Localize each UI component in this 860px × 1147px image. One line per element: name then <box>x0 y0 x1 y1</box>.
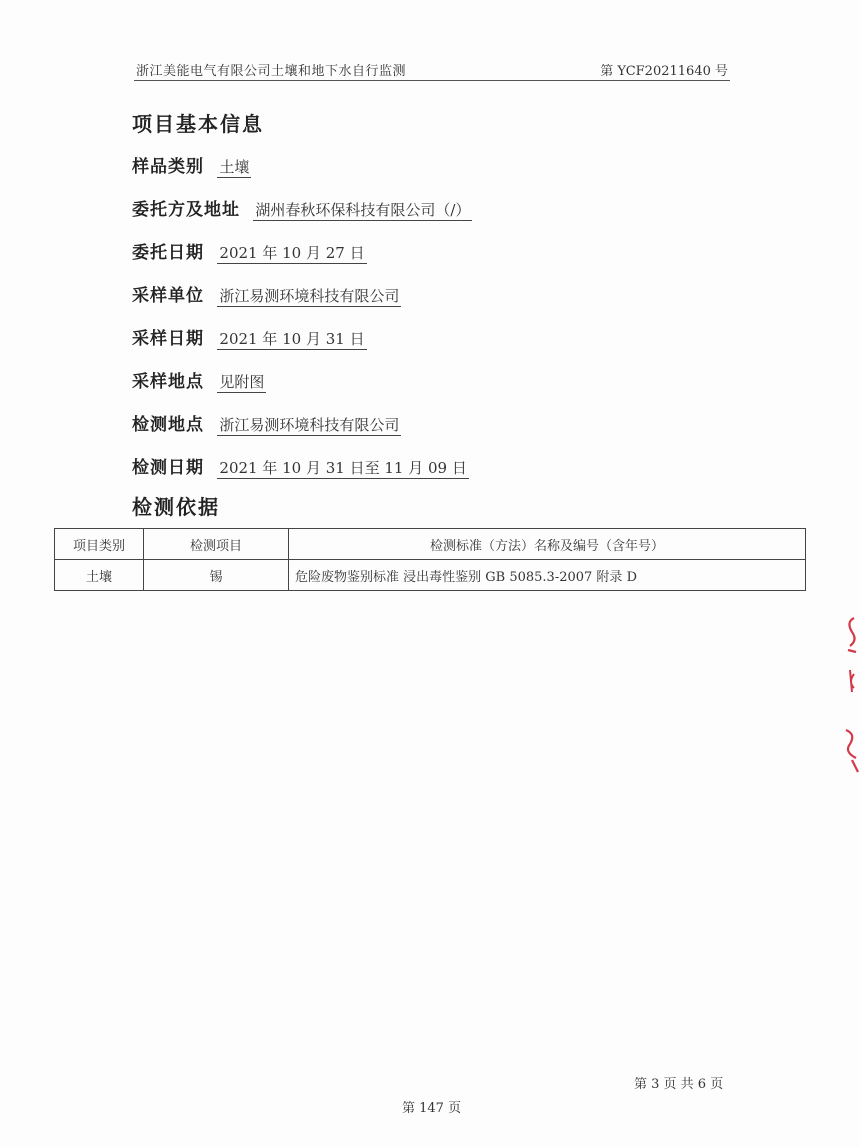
field-sampling-location <box>132 367 266 391</box>
field-label: 采样日期 <box>132 329 204 349</box>
field-sample-category <box>132 152 251 176</box>
field-value: 湖州春秋环保科技有限公司（/） <box>255 201 471 219</box>
field-label: 委托日期 <box>132 243 204 263</box>
field-commission-date <box>132 238 367 262</box>
table-row <box>55 560 806 591</box>
column-header: 检测项目 <box>144 529 289 560</box>
seal-stamp-fragment <box>842 610 860 780</box>
table-header-row <box>55 529 806 560</box>
basis-table <box>54 528 806 591</box>
table-cell: 锡 <box>144 560 289 591</box>
page-header <box>134 58 730 81</box>
field-sampling-date <box>132 324 367 348</box>
basis-heading: 检测依据 <box>132 495 220 519</box>
report-title: 浙江美能电气有限公司土壤和地下水自行监测 <box>136 64 407 79</box>
field-label: 检测日期 <box>132 458 204 478</box>
table-cell: 危险废物鉴别标准 浸出毒性鉴别 GB 5085.3-2007 附录 D <box>289 560 806 591</box>
field-label: 检测地点 <box>132 415 204 435</box>
column-header: 项目类别 <box>55 529 144 560</box>
field-value: 2021 年 10 月 27 日 <box>219 244 365 262</box>
field-sampling-unit <box>132 281 401 305</box>
field-label: 采样单位 <box>132 286 204 306</box>
field-label: 采样地点 <box>132 372 204 392</box>
page-number: 第 147 页 <box>402 1101 462 1116</box>
column-header: 检测标准（方法）名称及编号（含年号） <box>289 529 806 560</box>
field-value: 2021 年 10 月 31 日至 11 月 09 日 <box>219 459 467 477</box>
field-value: 见附图 <box>219 373 265 391</box>
field-value: 浙江易测环境科技有限公司 <box>219 287 400 305</box>
field-test-date <box>132 453 469 477</box>
report-number: 第 YCF20211640 号 <box>600 64 728 79</box>
table-cell: 土壤 <box>55 560 144 591</box>
field-value: 土壤 <box>219 158 250 176</box>
field-label: 委托方及地址 <box>132 200 240 220</box>
field-value: 2021 年 10 月 31 日 <box>219 330 365 348</box>
field-value: 浙江易测环境科技有限公司 <box>219 416 400 434</box>
basic-info-heading: 项目基本信息 <box>132 112 264 136</box>
field-test-location <box>132 410 401 434</box>
page-of-total: 第 3 页 共 6 页 <box>634 1077 724 1092</box>
field-label: 样品类别 <box>132 157 204 177</box>
field-client <box>132 195 472 219</box>
